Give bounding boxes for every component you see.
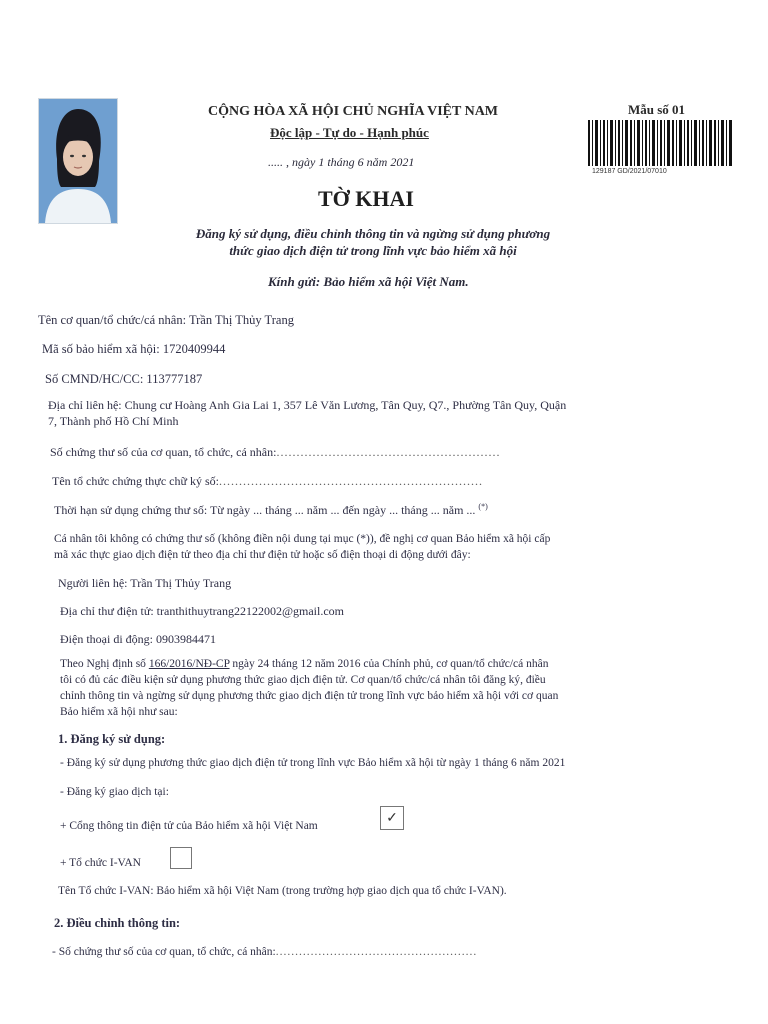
- section-2-heading: 2. Điều chỉnh thông tin:: [54, 916, 181, 930]
- decree-line-4: Bảo hiểm xã hội như sau:: [60, 706, 178, 718]
- section-2-item-1-label: - Số chứng thư số của cơ quan, tổ chức, cá nhân:: [52, 946, 276, 958]
- decree-line-1-rest: ngày 24 tháng 12 năm 2016 của Chính phủ, cơ quan/tổ chức/cá nhân: [229, 658, 549, 670]
- cert-period-label: Thời hạn sử dụng chứng thư số: Từ ngày ... tháng ... năm ... đến ngày ... tháng ... năm ...: [54, 503, 476, 517]
- no-cert-line-1: Cá nhân tôi không có chứng thư số (không điền nội dung tại mục (*)), đề nghị cơ quan Bảo hiểm xã hội cấp: [54, 533, 551, 545]
- option-ivan-checkbox[interactable]: [170, 847, 192, 869]
- addressee: Kính gửi: Bảo hiểm xã hội Việt Nam.: [268, 274, 469, 289]
- contact-email: Địa chỉ thư điện tử: tranthithuytrang22122002@gmail.com: [60, 604, 345, 618]
- decree-prefix: Theo Nghị định số: [60, 658, 149, 670]
- decree-line-1: [60, 658, 548, 670]
- portrait-photo: [38, 98, 118, 224]
- address-line-2: 7, Thành phố Hồ Chí Minh: [48, 414, 179, 428]
- address-line-1: Địa chỉ liên hệ: Chung cư Hoàng Anh Gia Lai 1, 357 Lê Văn Lương, Tân Quy, Q7., Phường Tân Quy, Quận: [48, 398, 567, 412]
- subtitle-line-2: thức giao dịch điện tử trong lĩnh vực bảo hiểm xã hội: [229, 243, 517, 258]
- ss-number-field: Mã số bảo hiểm xã hội: 1720409944: [42, 342, 226, 356]
- cert-org-label: Tên tổ chức chứng thực chữ ký số:: [52, 474, 219, 488]
- cert-period-mark: (*): [478, 502, 488, 511]
- org-name-field: Tên cơ quan/tổ chức/cá nhân: Trần Thị Thủy Trang: [38, 313, 294, 327]
- option-portal-checkbox[interactable]: [380, 806, 404, 830]
- contact-person: Người liên hệ: Trần Thị Thủy Trang: [58, 576, 232, 590]
- section-1-item-2: - Đăng ký giao dịch tại:: [60, 786, 169, 798]
- cert-number-label: Số chứng thư số của cơ quan, tổ chức, cá nhân:: [50, 445, 277, 459]
- section-2-item-1-dots: ....................................................: [275, 946, 478, 958]
- contact-phone: Điện thoại di động: 0903984471: [60, 632, 216, 646]
- option-portal-label: + Cổng thông tin điện tử của Bảo hiểm xã hội Việt Nam: [60, 820, 318, 832]
- option-ivan-label: + Tổ chức I-VAN: [60, 857, 141, 869]
- motto-heading: Độc lập - Tự do - Hạnh phúc: [270, 125, 429, 140]
- cert-period-field: [54, 502, 488, 518]
- cert-org-field: [52, 474, 483, 489]
- cert-number-field: [50, 445, 500, 460]
- document-title: TỜ KHAI: [318, 186, 414, 211]
- check-icon: ✓: [386, 810, 398, 826]
- cert-number-dots: ........................................................: [276, 445, 501, 459]
- no-cert-line-2: mã xác thực giao dịch điện tử theo địa chỉ thư điện tử hoặc số điện thoại di động dưới đây:: [54, 549, 471, 561]
- nation-heading: CỘNG HÒA XÃ HỘI CHỦ NGHĨA VIỆT NAM: [208, 104, 499, 119]
- decree-line-2: tôi có đủ các điều kiện sử dụng phương thức giao dịch điện tử. Cơ quan/tổ chức/cá nhân tôi đăng ký, điều: [60, 674, 546, 686]
- form-number: Mẫu số 01: [628, 102, 686, 117]
- decree-number: 166/2016/NĐ-CP: [148, 658, 230, 670]
- section-1-heading: 1. Đăng ký sử dụng:: [58, 732, 166, 746]
- cert-org-dots: ..................................................................: [218, 474, 483, 488]
- barcode-number: 129187 GD/2021/07010: [592, 168, 667, 175]
- barcode: [588, 120, 732, 166]
- section-2-item-1: [52, 946, 477, 958]
- ivan-name: Tên Tổ chức I-VAN: Bảo hiểm xã hội Việt Nam (trong trường hợp giao dịch qua tổ chức I-VAN).: [58, 885, 507, 897]
- section-1-item-1: - Đăng ký sử dụng phương thức giao dịch điện tử trong lĩnh vực Bảo hiểm xã hội từ ngày 1 tháng 6 năm 2021: [60, 757, 566, 769]
- decree-line-3: chỉnh thông tin và ngừng sử dụng phương thức giao dịch điện tử trong lĩnh vực bảo hiểm xã hội với cơ quan: [60, 690, 559, 702]
- id-number-field: Số CMND/HC/CC: 113777187: [45, 372, 203, 386]
- subtitle-line-1: Đăng ký sử dụng, điều chỉnh thông tin và ngừng sử dụng phương: [195, 226, 551, 241]
- date-line: ..... , ngày 1 tháng 6 năm 2021: [268, 155, 415, 169]
